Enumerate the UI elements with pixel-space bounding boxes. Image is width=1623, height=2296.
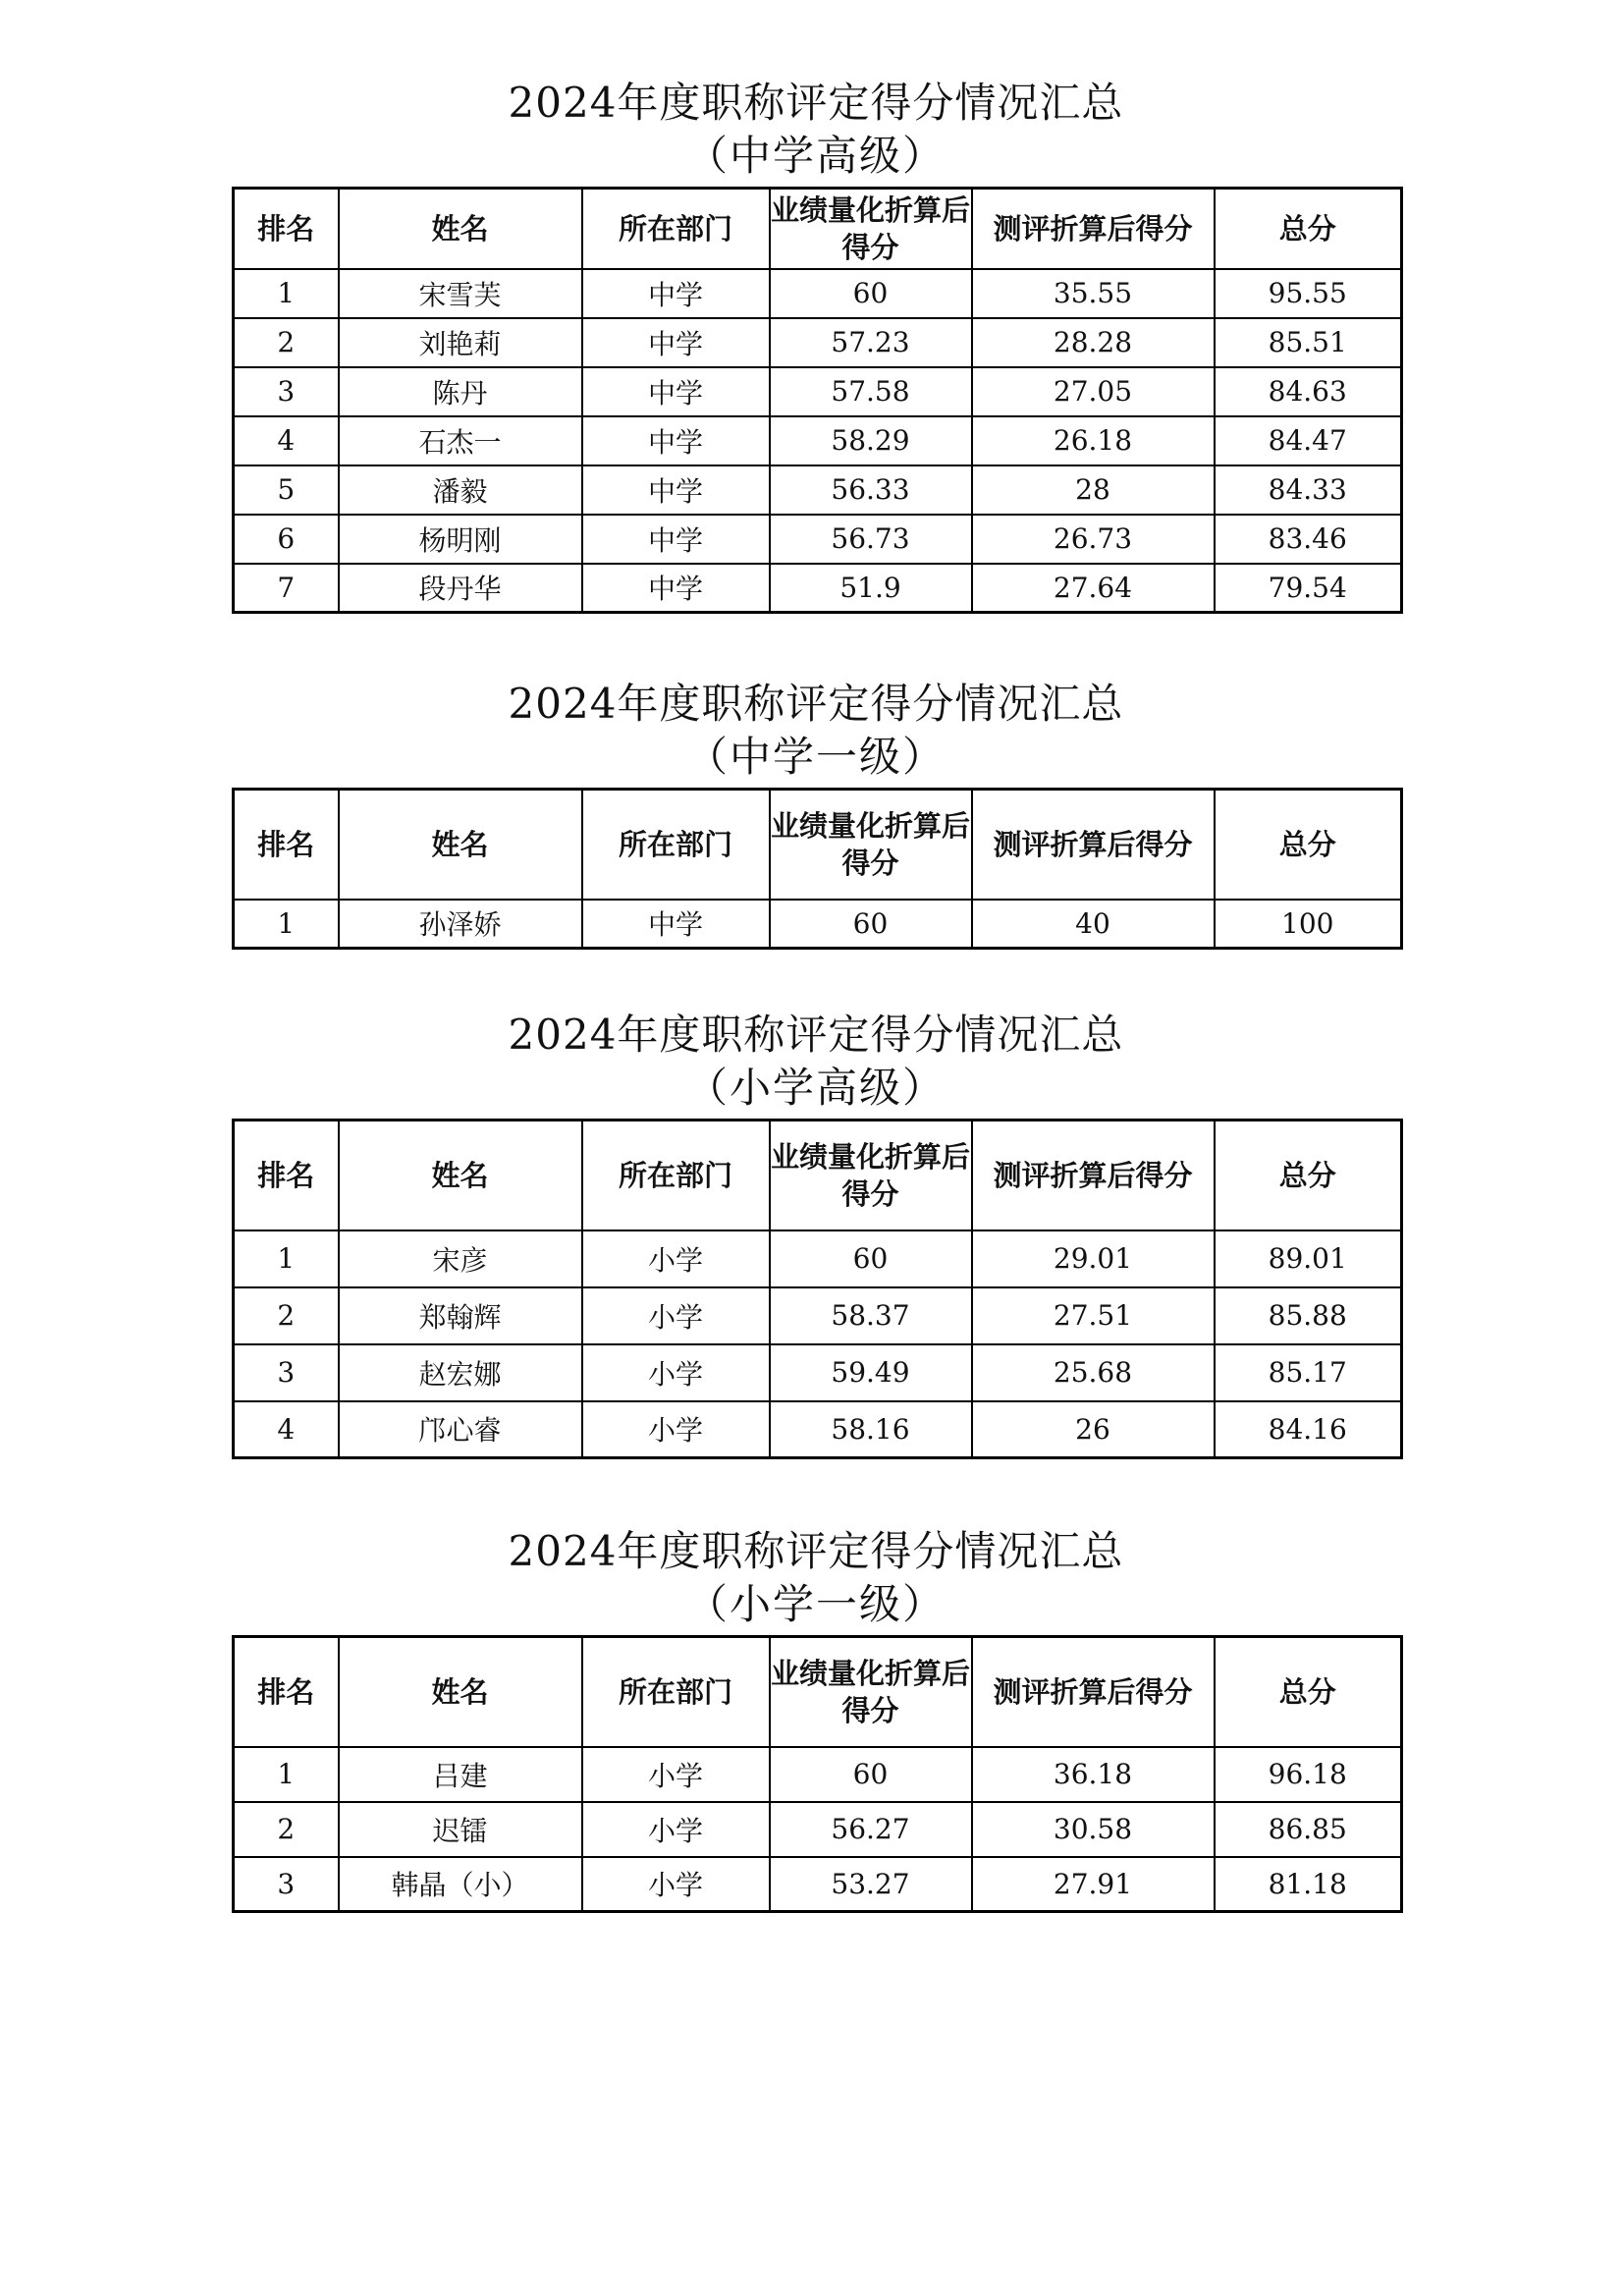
header-evaluation-score: 测评折算后得分: [972, 1637, 1215, 1747]
table-header-row: [234, 1637, 1402, 1747]
header-name: 姓名: [339, 189, 582, 269]
cell-total-score: 85.88: [1215, 1287, 1402, 1344]
cell-performance-score: 57.58: [770, 367, 972, 416]
section-subtitle: （小学一级）: [685, 1580, 946, 1628]
cell-department: 小学: [582, 1344, 770, 1401]
cell-total-score: 84.16: [1215, 1401, 1402, 1458]
table-header-row: [234, 1121, 1402, 1230]
cell-name: 赵宏娜: [339, 1344, 582, 1401]
cell-total-score: 96.18: [1215, 1747, 1402, 1802]
cell-evaluation-score: 28: [972, 465, 1215, 515]
cell-total-score: 79.54: [1215, 564, 1402, 613]
header-department: 所在部门: [582, 1637, 770, 1747]
cell-rank: 1: [234, 1230, 339, 1287]
cell-rank: 2: [234, 1287, 339, 1344]
header-rank: 排名: [234, 1637, 339, 1747]
cell-total-score: 89.01: [1215, 1230, 1402, 1287]
table-row: [234, 416, 1402, 465]
cell-performance-score: 58.37: [770, 1287, 972, 1344]
cell-name: 孙泽娇: [339, 900, 582, 949]
cell-rank: 3: [234, 367, 339, 416]
table-header-row: [234, 189, 1402, 269]
cell-total-score: 84.63: [1215, 367, 1402, 416]
table-row: [234, 367, 1402, 416]
cell-total-score: 83.46: [1215, 515, 1402, 564]
cell-total-score: 100: [1215, 900, 1402, 949]
cell-department: 中学: [582, 269, 770, 318]
header-evaluation-score: 测评折算后得分: [972, 1121, 1215, 1230]
cell-performance-score: 56.73: [770, 515, 972, 564]
section-middle-first: [232, 678, 1400, 950]
section-title: 2024年度职称评定得分情况汇总: [508, 680, 1124, 728]
cell-performance-score: 56.27: [770, 1802, 972, 1857]
header-evaluation-score: 测评折算后得分: [972, 790, 1215, 900]
section-title: 2024年度职称评定得分情况汇总: [508, 79, 1124, 127]
cell-evaluation-score: 27.91: [972, 1857, 1215, 1912]
header-department: 所在部门: [582, 189, 770, 269]
table-row: [234, 1747, 1402, 1802]
cell-evaluation-score: 36.18: [972, 1747, 1215, 1802]
cell-name: 潘毅: [339, 465, 582, 515]
table-row: [234, 1401, 1402, 1458]
table-row: [234, 318, 1402, 367]
cell-name: 宋彦: [339, 1230, 582, 1287]
cell-performance-score: 60: [770, 269, 972, 318]
cell-department: 小学: [582, 1230, 770, 1287]
cell-rank: 7: [234, 564, 339, 613]
cell-department: 中学: [582, 416, 770, 465]
cell-name: 韩晶（小）: [339, 1857, 582, 1912]
table-row: [234, 1287, 1402, 1344]
cell-performance-score: 59.49: [770, 1344, 972, 1401]
cell-department: 小学: [582, 1287, 770, 1344]
cell-name: 石杰一: [339, 416, 582, 465]
cell-rank: 6: [234, 515, 339, 564]
table-row: [234, 465, 1402, 515]
cell-department: 小学: [582, 1401, 770, 1458]
cell-department: 中学: [582, 465, 770, 515]
cell-name: 邝心睿: [339, 1401, 582, 1458]
cell-rank: 2: [234, 1802, 339, 1857]
header-name: 姓名: [339, 790, 582, 900]
cell-name: 陈丹: [339, 367, 582, 416]
cell-evaluation-score: 27.64: [972, 564, 1215, 613]
cell-performance-score: 56.33: [770, 465, 972, 515]
cell-evaluation-score: 35.55: [972, 269, 1215, 318]
cell-evaluation-score: 25.68: [972, 1344, 1215, 1401]
cell-department: 中学: [582, 564, 770, 613]
header-total-score: 总分: [1215, 1121, 1402, 1230]
cell-rank: 4: [234, 416, 339, 465]
table-row: [234, 269, 1402, 318]
score-table: [232, 187, 1403, 614]
header-performance-score: 业绩量化折算后得分: [770, 790, 972, 900]
cell-rank: 1: [234, 1747, 339, 1802]
cell-name: 迟镭: [339, 1802, 582, 1857]
cell-performance-score: 60: [770, 1230, 972, 1287]
cell-performance-score: 58.29: [770, 416, 972, 465]
cell-rank: 3: [234, 1857, 339, 1912]
cell-total-score: 85.17: [1215, 1344, 1402, 1401]
header-rank: 排名: [234, 790, 339, 900]
header-department: 所在部门: [582, 1121, 770, 1230]
cell-total-score: 84.47: [1215, 416, 1402, 465]
cell-rank: 1: [234, 269, 339, 318]
section-subtitle: （中学一级）: [685, 733, 946, 781]
cell-performance-score: 57.23: [770, 318, 972, 367]
header-performance-score: 业绩量化折算后得分: [770, 1121, 972, 1230]
table-row: [234, 1857, 1402, 1912]
table-row: [234, 1344, 1402, 1401]
header-total-score: 总分: [1215, 790, 1402, 900]
cell-performance-score: 53.27: [770, 1857, 972, 1912]
cell-evaluation-score: 28.28: [972, 318, 1215, 367]
header-rank: 排名: [234, 1121, 339, 1230]
cell-name: 宋雪芙: [339, 269, 582, 318]
table-row: [234, 564, 1402, 613]
cell-total-score: 86.85: [1215, 1802, 1402, 1857]
cell-department: 中学: [582, 900, 770, 949]
cell-department: 小学: [582, 1747, 770, 1802]
cell-department: 小学: [582, 1802, 770, 1857]
cell-department: 中学: [582, 367, 770, 416]
table-row: [234, 515, 1402, 564]
cell-total-score: 81.18: [1215, 1857, 1402, 1912]
score-table: [232, 1119, 1403, 1459]
cell-department: 中学: [582, 515, 770, 564]
header-rank: 排名: [234, 189, 339, 269]
cell-rank: 4: [234, 1401, 339, 1458]
header-name: 姓名: [339, 1121, 582, 1230]
cell-evaluation-score: 26: [972, 1401, 1215, 1458]
cell-evaluation-score: 27.05: [972, 367, 1215, 416]
cell-performance-score: 60: [770, 900, 972, 949]
table-row: [234, 900, 1402, 949]
score-table: [232, 788, 1403, 950]
cell-evaluation-score: 29.01: [972, 1230, 1215, 1287]
cell-rank: 1: [234, 900, 339, 949]
section-subtitle: （小学高级）: [685, 1064, 946, 1112]
cell-evaluation-score: 27.51: [972, 1287, 1215, 1344]
section-primary-first: [232, 1525, 1400, 1913]
section-title: 2024年度职称评定得分情况汇总: [508, 1011, 1124, 1059]
header-performance-score: 业绩量化折算后得分: [770, 189, 972, 269]
cell-name: 郑翰辉: [339, 1287, 582, 1344]
cell-name: 刘艳莉: [339, 318, 582, 367]
cell-name: 杨明刚: [339, 515, 582, 564]
cell-department: 中学: [582, 318, 770, 367]
cell-evaluation-score: 26.18: [972, 416, 1215, 465]
cell-performance-score: 60: [770, 1747, 972, 1802]
cell-total-score: 95.55: [1215, 269, 1402, 318]
header-evaluation-score: 测评折算后得分: [972, 189, 1215, 269]
cell-evaluation-score: 26.73: [972, 515, 1215, 564]
cell-performance-score: 51.9: [770, 564, 972, 613]
cell-rank: 5: [234, 465, 339, 515]
table-row: [234, 1230, 1402, 1287]
header-total-score: 总分: [1215, 189, 1402, 269]
cell-total-score: 85.51: [1215, 318, 1402, 367]
header-total-score: 总分: [1215, 1637, 1402, 1747]
section-primary-senior: [232, 1009, 1400, 1459]
header-performance-score: 业绩量化折算后得分: [770, 1637, 972, 1747]
header-department: 所在部门: [582, 790, 770, 900]
table-row: [234, 1802, 1402, 1857]
cell-performance-score: 58.16: [770, 1401, 972, 1458]
table-header-row: [234, 790, 1402, 900]
cell-evaluation-score: 30.58: [972, 1802, 1215, 1857]
header-name: 姓名: [339, 1637, 582, 1747]
cell-rank: 2: [234, 318, 339, 367]
cell-total-score: 84.33: [1215, 465, 1402, 515]
score-table: [232, 1635, 1403, 1913]
cell-evaluation-score: 40: [972, 900, 1215, 949]
cell-rank: 3: [234, 1344, 339, 1401]
cell-name: 吕建: [339, 1747, 582, 1802]
section-title: 2024年度职称评定得分情况汇总: [508, 1527, 1124, 1575]
cell-department: 小学: [582, 1857, 770, 1912]
cell-name: 段丹华: [339, 564, 582, 613]
section-middle-senior: [232, 77, 1400, 614]
section-subtitle: （中学高级）: [685, 132, 946, 180]
